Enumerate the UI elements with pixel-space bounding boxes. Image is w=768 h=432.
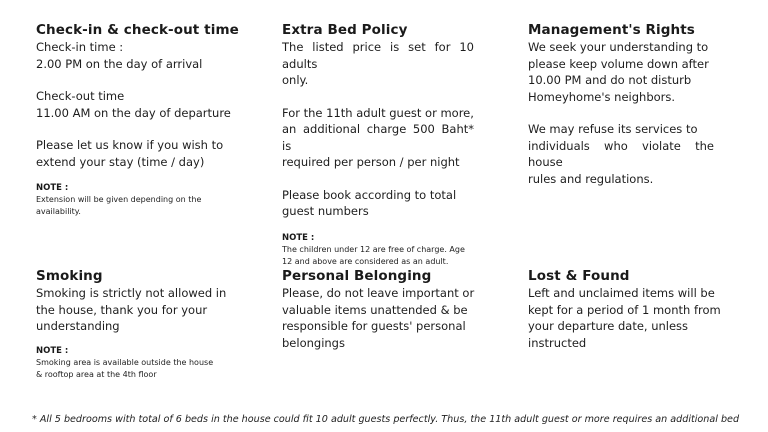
section-paragraph: We seek your understanding to please keep volume down after 10.00 PM and do not disturb Homeyhome's neighbors. [528, 40, 709, 104]
section-title: Lost & Found [528, 268, 630, 284]
section-paragraph: Please, do not leave important or valuable items unattended & be responsible for guests' personal belongings [282, 286, 475, 350]
section-personal-belonging [282, 267, 476, 351]
section-paragraph: Check-out time 11.00 AM on the day of departure [36, 89, 231, 120]
section-management-rights [528, 21, 714, 187]
note-title: NOTE : [36, 183, 69, 193]
note-title: NOTE : [282, 232, 315, 243]
section-extra-bed [282, 21, 474, 268]
section-title: Check-in & check-out time [36, 22, 239, 38]
note-text: Smoking area is available outside the house & rooftop area at the 4th floor [36, 357, 214, 379]
section-paragraph: Smoking is strictly not allowed in the house, thank you for your understanding [36, 286, 227, 333]
section-lost-found [528, 267, 722, 351]
footnote: * All 5 bedrooms with total of 6 beds in the house could fit 10 adult guests perfectly. Thus, the 11th adult guest or more requires an additional bed [32, 414, 740, 425]
section-paragraph: The listed price is set for 10 adults only. [282, 40, 474, 87]
section-paragraph: Please book according to total guest numbers [282, 187, 457, 218]
section-paragraph: Left and unclaimed items will be kept for a period of 1 month from your departure date, unless instructed [528, 286, 721, 350]
section-check-in-out [36, 21, 268, 218]
section-smoking [36, 267, 230, 381]
section-paragraph: We may refuse its services to individuals who violate the house rules and regulations. [528, 122, 714, 186]
section-paragraph: Please let us know if you wish to extend your stay (time / day) [36, 138, 224, 169]
note-text: The children under 12 are free of charge. Age 12 and above are considered as an adult. [282, 244, 465, 266]
note-text: Extension will be given depending on the availability. [36, 195, 202, 216]
section-title: Management's Rights [528, 22, 695, 38]
section-title: Smoking [36, 268, 103, 284]
section-paragraph: Check-in time : 2.00 PM on the day of arrival [36, 40, 203, 71]
section-title: Extra Bed Policy [282, 22, 408, 38]
note-title: NOTE : [36, 345, 69, 356]
section-paragraph: For the 11th adult guest or more, an additional charge 500 Baht* is required per person / per night [282, 105, 474, 169]
section-title: Personal Belonging [282, 268, 432, 284]
